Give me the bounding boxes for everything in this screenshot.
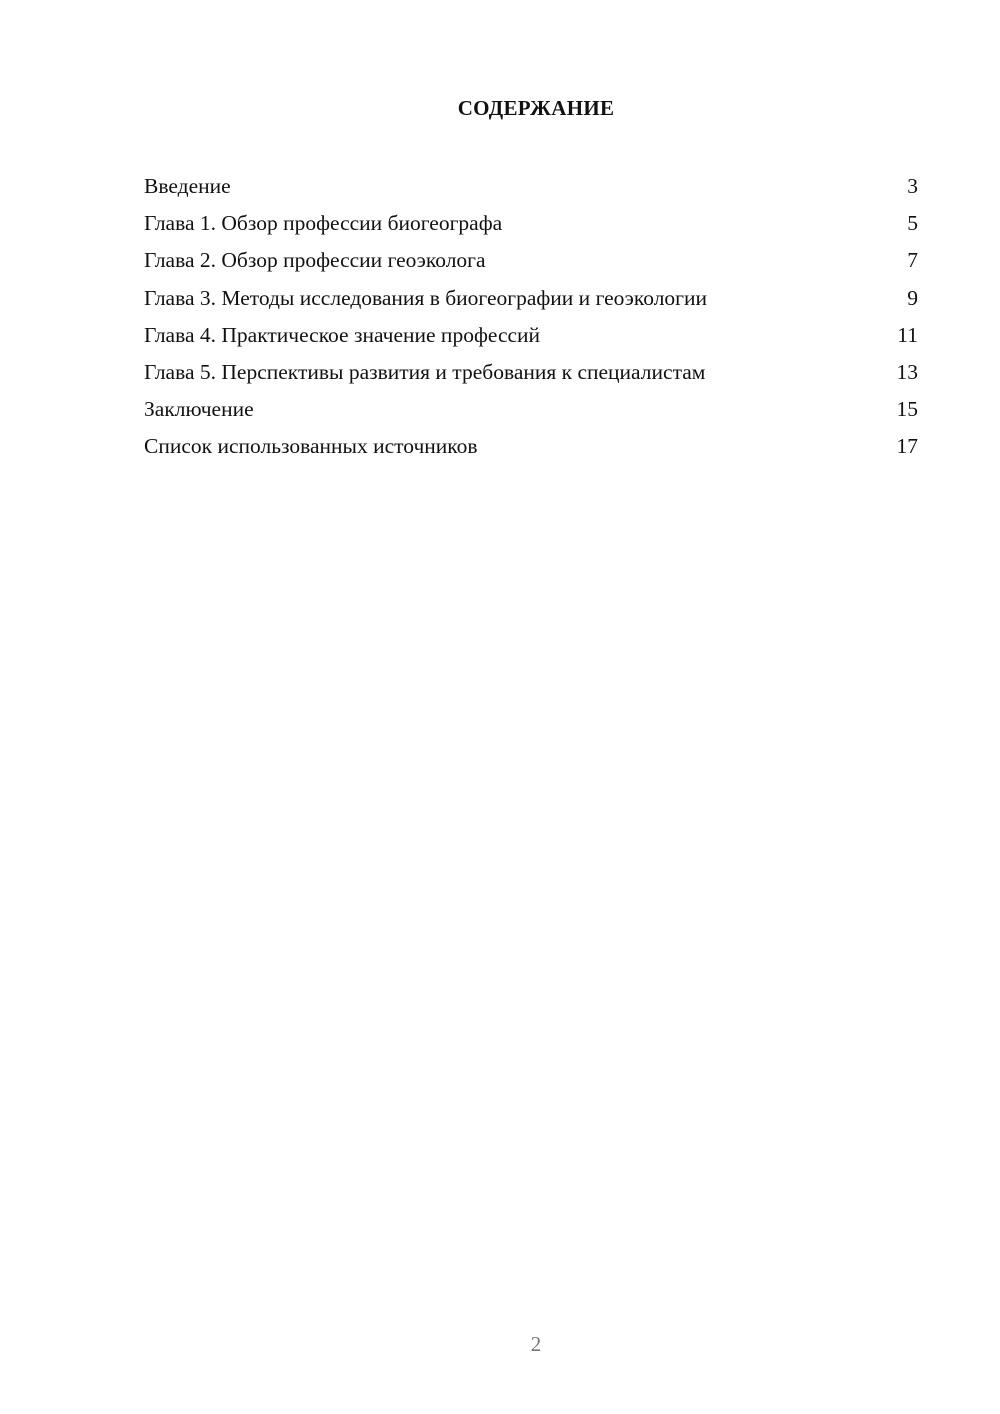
toc-entry-page: 7 <box>907 248 918 273</box>
toc-entry-title: Список использованных источников <box>144 434 478 459</box>
toc-heading: СОДЕРЖАНИЕ <box>457 96 615 120</box>
toc-entry-title: Глава 5. Перспективы развития и требования к специалистам <box>144 359 706 384</box>
toc-entry-title: Глава 1. Обзор профессии биогеографа <box>144 211 503 236</box>
toc-entry <box>144 354 918 391</box>
toc-entry-title: Введение <box>144 174 231 198</box>
toc-entry <box>144 280 918 317</box>
toc-entry <box>144 205 918 242</box>
toc-entry-page: 15 <box>896 397 918 422</box>
toc-list <box>144 168 918 466</box>
toc-entry-page: 11 <box>897 322 918 347</box>
toc-entry-title: Глава 3. Методы исследования в биогеографии и геоэкологии <box>144 285 708 310</box>
toc-entry <box>144 168 918 205</box>
toc-entry-title: Глава 2. Обзор профессии геоэколога <box>144 248 486 273</box>
toc-entry-page: 3 <box>907 174 918 198</box>
toc-entry-page: 13 <box>896 359 918 384</box>
toc-entry-page: 17 <box>896 434 918 459</box>
toc-entry-title: Заключение <box>144 397 254 422</box>
toc-entry <box>144 317 918 354</box>
toc-entry <box>144 428 918 465</box>
toc-entry <box>144 391 918 428</box>
toc-entry <box>144 242 918 279</box>
page-number: 2 <box>530 1332 542 1356</box>
toc-entry-page: 9 <box>907 285 918 310</box>
toc-entry-title: Глава 4. Практическое значение профессий <box>144 322 541 347</box>
toc-entry-page: 5 <box>907 211 918 236</box>
